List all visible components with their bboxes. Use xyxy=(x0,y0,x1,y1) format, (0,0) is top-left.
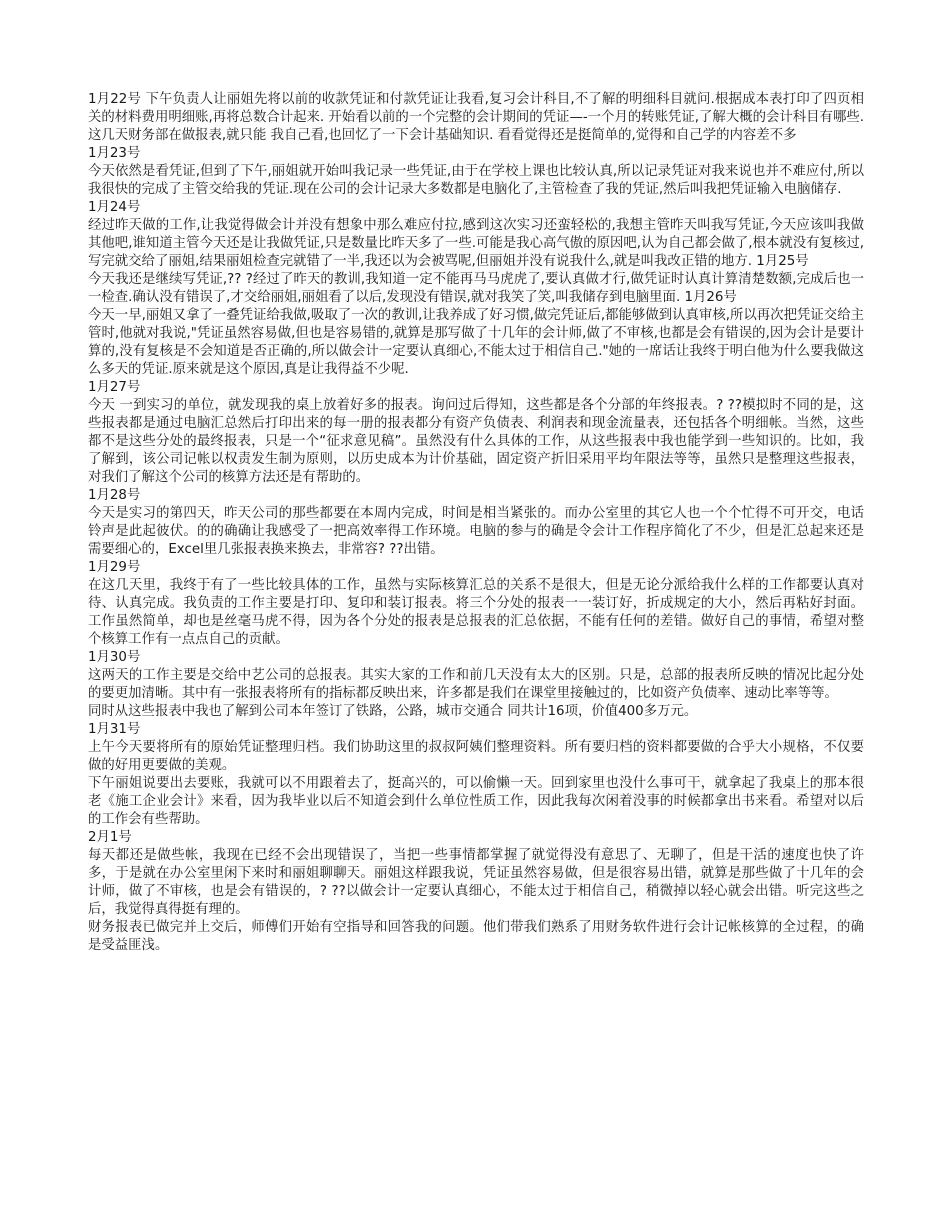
entry-jan-26 xyxy=(88,307,864,379)
paragraph: 今天是实习的第四天，昨天公司的那些都要在本周内完成，时间是相当紧张的。而办公室里的其它人也一个个忙得不可开交，电话铃声是此起彼伏。的的确确让我感受了一把高效率得工作环境。电脑的参与的确是令会计工作程序简化了不少，但是汇总起来还是需要细心的，Excel里几张报表换来换去，非常容? ??出错。 xyxy=(88,506,864,557)
paragraph: 同时从这些报表中我也了解到公司本年签订了铁路，公路，城市交通合 同共计16项，价值400多万元。 xyxy=(88,704,698,719)
paragraph: 每天都还是做些帐，我现在已经不会出现错误了，当把一些事情都掌握了就觉得没有意思了、无聊了，但是干活的速度也快了许多，于是就在办公室里闲下来时和丽姐聊聊天。丽姐这样跟我说，凭证虽然容易做，但是很容易出错，就算是那些做了十几年的会计师，做了不审核，也是会有错误的，? ??以做会计一定要认真细心，不能太过于相信自己，稍微掉以轻心就会出错。听完这些之后，我觉得真得挺有理的。 xyxy=(88,848,864,917)
paragraph: 在这几天里，我终于有了一些比较具体的工作，虽然与实际核算汇总的关系不是很大，但是无论分派给我什么样的工作都要认真对待、认真完成。我负责的工作主要是打印、复印和装订报表。将三个分处的报表一一装订好，折成规定的大小，然后再粘好封面。工作虽然简单，却也是丝毫马虎不得，因为各个分处的报表是总报表的汇总依据，不能有任何的差错。做好自己的事情，希望对整个核算工作有一点点自己的贡献。 xyxy=(88,578,864,647)
entry-date: 1月30号 xyxy=(88,650,141,665)
paragraph: 经过昨天做的工作,让我觉得做会计并没有想象中那么难应付拉,感到这次实习还蛮轻松的,我想主管昨天叫我写凭证,今天应该叫我做其他吧,谁知道主管今天还是让我做凭证,只是数量比昨天多了一些.可能是我心高气傲的原因吧,认为自己都会做了,根本就没有复核过,写完就交给了丽姐,结果丽姐检查完就错了一半,我还以为会被骂呢,但丽姐并没有说我什么,就是叫我改正错的地方. 1月25号 xyxy=(88,218,864,269)
diary-document xyxy=(88,91,864,955)
entry-jan-23 xyxy=(88,145,864,199)
entry-date: 1月31号 xyxy=(88,722,141,737)
entry-jan-28 xyxy=(88,487,864,559)
entry-date: 2月1号 xyxy=(88,830,132,845)
paragraph: 今天 一到实习的单位，就发现我的桌上放着好多的报表。询问过后得知，这些都是各个分部的年终报表。? ??模拟时不同的是，这些报表都是通过电脑汇总然后打印出来的每一册的报表都分有资产负债表、利润表和现金流量表，还包括各个明细帐。当然，这些都不是这些分处的最终报表，只是一个“征求意见稿”。虽然没有什么具体的工作，从这些报表中我也能学到一些知识的。比如，我了解到，该公司记帐以权责发生制为原则，以历史成本为计价基础，固定资产折旧采用平均年限法等等，虽然只是整理这些报表，对我们了解这个公司的核算方法还是有帮助的。 xyxy=(88,398,864,485)
entry-jan-29 xyxy=(88,559,864,649)
entry-date: 1月27号 xyxy=(88,380,141,395)
paragraph: 今天我还是继续写凭证,?? ?经过了昨天的教训,我知道一定不能再马马虎虎了,要认真做才行,做凭证时认真计算清楚数额,完成后也一一检查.确认没有错误了,才交给丽姐,丽姐看了以后,发现没有错误,就对我笑了笑,叫我储存到电脑里面. 1月26号 xyxy=(88,272,864,305)
entry-date: 1月24号 xyxy=(88,200,141,215)
paragraph: 今天一早,丽姐又拿了一叠凭证给我做,吸取了一次的教训,让我养成了好习惯,做完凭证后,都能够做到认真审核,所以再次把凭证交给主管时,他就对我说,"凭证虽然容易做,但也是容易错的,就算是那写做了十几年的会计师,做了不审核,也都是会有错误的,因为会计是要计算的,没有复核是不会知道是否正确的,所以做会计一定要认真细心,不能太过于相信自己."她的一席话让我终于明白他为什么要我做这么多天的凭证.原来就是这个原因,真是让我得益不少呢. xyxy=(88,308,864,377)
paragraph: 上午今天要将所有的原始凭证整理归档。我们协助这里的叔叔阿姨们整理资料。所有要归档的资料都要做的合乎大小规格，不仅要做的好用更要做的美观。 xyxy=(88,740,864,773)
entry-date: 1月23号 xyxy=(88,146,141,161)
entry-jan-25 xyxy=(88,271,864,307)
paragraph: 1月22号 下午负责人让丽姐先将以前的收款凭证和付款凭证让我看,复习会计科目,不了解的明细科目就问.根据成本表打印了四页相关的材料费用明细账,再将总数合计起来. 开始看以前的一个完整的会计期间的凭证—-一个月的转账凭证,了解大概的会计科目有哪些.这几天财务部在做报表,就只能 我自己看,也回忆了一下会计基础知识. 看看觉得还是挺简单的,觉得和自己学的内容差不多 xyxy=(88,92,864,143)
entry-jan-22 xyxy=(88,91,864,145)
entry-date: 1月28号 xyxy=(88,488,141,503)
entry-feb-1 xyxy=(88,829,864,955)
entry-jan-24 xyxy=(88,199,864,271)
paragraph: 今天依然是看凭证,但到了下午,丽姐就开始叫我记录一些凭证,由于在学校上课也比较认真,所以记录凭证对我来说也并不难应付,所以我很快的完成了主管交给我的凭证.现在公司的会计记录大多数都是电脑化了,主管检查了我的凭证,然后叫我把凭证输入电脑储存. xyxy=(88,164,864,197)
entry-date: 1月29号 xyxy=(88,560,141,575)
entry-jan-27 xyxy=(88,379,864,487)
paragraph: 财务报表已做完并上交后，师傅们开始有空指导和回答我的问题。他们带我们熟系了用财务软件进行会计记帐核算的全过程，的确是受益匪浅。 xyxy=(88,920,864,953)
paragraph: 下午丽姐说要出去要账，我就可以不用跟着去了，挺高兴的，可以偷懒一天。回到家里也没什么事可干，就拿起了我桌上的那本很老《施工企业会计》来看，因为我毕业以后不知道会到什么单位性质工作，因此我每次闲着没事的时候都拿出书来看。希望对以后的工作会有些帮助。 xyxy=(88,776,864,827)
entry-jan-30 xyxy=(88,649,864,721)
entry-jan-31 xyxy=(88,721,864,829)
paragraph: 这两天的工作主要是交给中艺公司的总报表。其实大家的工作和前几天没有太大的区别。只是，总部的报表所反映的情况比起分处的要更加清晰。其中有一张报表将所有的指标都反映出来，许多都是我们在课堂里接触过的，比如资产负债率、速动比率等等。 xyxy=(88,668,864,701)
